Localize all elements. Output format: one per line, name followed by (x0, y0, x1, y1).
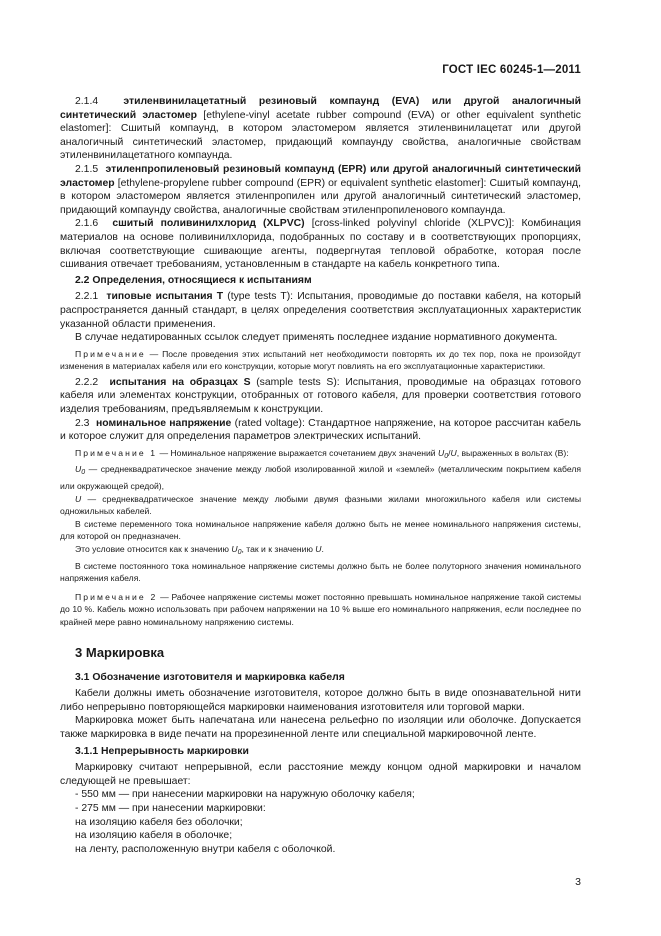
clause-2-1-6 (60, 217, 581, 271)
page-body (60, 95, 581, 856)
page-number: 3 (575, 876, 581, 888)
note-1-condition: Это условие относится как к значению $U_0$, так и к значению U. (75, 544, 324, 556)
definition-text: [ethylene-vinyl acetate rubber compound (EVA) or other equivalent synthetic elastomer]: Сшитый компаунд, в котором эластомером является этиленвинилацетат или другой аналогичный синтетический эластомер, придающий компаунду свойства, аналогичные свойствам этиленвинилацетатного компаунда. (60, 109, 582, 162)
clause-2-3 (60, 417, 581, 444)
section-2-2-heading: 2.2 Определения, относящиеся к испытаниям (75, 274, 312, 286)
term: этиленвинилацетатный резиновый компаунд (EVA) или другой аналогичный синтетический эластомер (60, 96, 581, 121)
definition-text: (type tests T): Испытания, проводимые до поставки кабеля, на который распространяется данный стандарт, в целях определения соответствия эксплуатационных характеристик указанной области применения. (60, 291, 581, 330)
list-item: - 550 мм — при нанесении маркировки на наружную оболочку кабеля; (75, 789, 415, 801)
note-label: Примечание (75, 348, 146, 359)
section-3-heading: 3 Маркировка (75, 644, 165, 660)
clause-number: 2.2.2 (75, 376, 99, 388)
section-3-1-paragraph-1: Кабели должны иметь обозначение изготовителя, которое должно быть в виде опознавательной нити либо непрерывно повторяющейся маркировки наименования изготовителя или торговой марки. (60, 688, 581, 713)
sub-list-item: на изоляцию кабеля без оболочки; (75, 816, 243, 828)
term: сшитый поливинилхлорид (XLPVC) (112, 218, 305, 230)
term: этиленпропиленовый резиновый компаунд (EPR) или другой аналогичный синтетический эластомер (60, 163, 581, 189)
note-text: — После проведения этих испытаний нет необходимости повторять их до тех пор, пока не произойдут изменения в материалах кабеля или его конструкции, которые могут повлиять на его эксплуатационные характеристики. (60, 348, 581, 372)
clause-number: 2.1.6 (75, 218, 99, 230)
term: испытания на образцах S (109, 376, 251, 388)
note-1: Примечание 1 — Номинальное напряжение выражается сочетанием двух значений $U_0/U$, выраженных в вольтах (В): (75, 447, 569, 460)
definition-text: (sample tests S): Испытания, проводимые на образцах готового кабеля или элементах конструкции, отобранных от готового кабеля, для проверки соответствия готового изделия требованиям, предъявляемым к конструкции. (60, 376, 581, 416)
standard-code-header: ГОСТ IEC 60245-1—2011 (442, 64, 581, 76)
note-clause-2-2-1 (60, 348, 581, 373)
clause-2-1-4 (60, 95, 581, 163)
note-1-ac-system: В системе переменного тока номинальное напряжение кабеля должно быть не менее номинального напряжения системы, для которой он предназначен. (60, 518, 581, 542)
list-item: - 275 мм — при нанесении маркировки: (75, 802, 266, 814)
clause-number: 2.1.5 (75, 163, 99, 175)
clause-2-2-1-paragraph: В случае недатированных ссылок следует применять последнее издание нормативного документа. (75, 332, 558, 344)
clause-2-2-1 (60, 290, 581, 331)
sub-list-item: на ленту, расположенную внутри кабеля с оболочкой. (75, 843, 336, 855)
note-label: Примечание 2 (75, 591, 158, 602)
note-2 (60, 591, 581, 629)
note-1-u0-definition: $U_0$ — среднеквадратическое значение между любой изолированной жилой и «землей» (металлическим покрытием кабеля или окружающей средой), (60, 464, 581, 492)
definition-text: [ethylene-propylene rubber compound (EPR) or equivalent synthetic elastomer]: Сшитый компаунд, в котором эластомером является этиленпропилен или другой аналогичный синтетический эластомер, придающий компаунду свойства, аналогичные свойствам этиленпропиленового компаунда. (60, 177, 581, 216)
note-1-dc-system: В системе постоянного тока номинальное напряжение системы должно быть не более полуторного значения номинального напряжения кабеля. (60, 560, 581, 584)
note-1-u-definition: U — среднеквадратическое значение между любыми двумя фазными жилами многожильного кабеля или системы одножильных кабелей. (60, 493, 581, 517)
term: номинальное напряжение (96, 417, 232, 429)
clause-2-2-2 (60, 376, 581, 417)
clause-number: 2.1.4 (75, 96, 99, 107)
definition-text: (rated voltage): Стандартное напряжение, на которое рассчитан кабель и которое служит для определения параметров электрических испытаний. (60, 417, 581, 443)
clause-number: 2.2.1 (75, 291, 99, 303)
section-3-1-1-paragraph: Маркировку считают непрерывной, если расстояние между концом одной маркировки и началом следующей не превышает: (60, 762, 581, 787)
note-text: — Рабочее напряжение системы может постоянно превышать номинальное напряжение такой системы до 10 %. Кабель можно использовать при рабочем напряжении на 10 % выше его номинального напряжения, если последнее по крайней мере равно номинальному напряжению системы. (60, 591, 582, 627)
section-3-1-1-heading: 3.1.1 Непрерывность маркировки (75, 745, 249, 757)
note-label: Примечание 1 (75, 447, 158, 458)
section-3-1-paragraph-2: Маркировка может быть напечатана или нанесена рельефно по изоляции или оболочке. Допускается также маркировка в виде печати на прорезиненной ленте или специальной маркировочной ленте. (60, 715, 581, 740)
sub-list-item: на изоляцию кабеля в оболочке; (75, 830, 233, 842)
definition-text: [cross-linked polyvinyl chloride (XLPVC)]: Комбинация материалов на основе поливинилхлорида, подобранных по составу и в соответствующих пропорциях, включая соответствующие сшивающие агенты, подвергнутая тепловой обработке, которая после сшивания отвечает требованиям, установленным в стандарте на кабель конкретного типа. (60, 218, 581, 271)
section-3-1-heading: 3.1 Обозначение изготовителя и маркировка кабеля (75, 671, 345, 683)
term: типовые испытания Т (106, 291, 224, 303)
clause-number: 2.3 (75, 417, 90, 429)
clause-2-1-5 (60, 163, 581, 217)
